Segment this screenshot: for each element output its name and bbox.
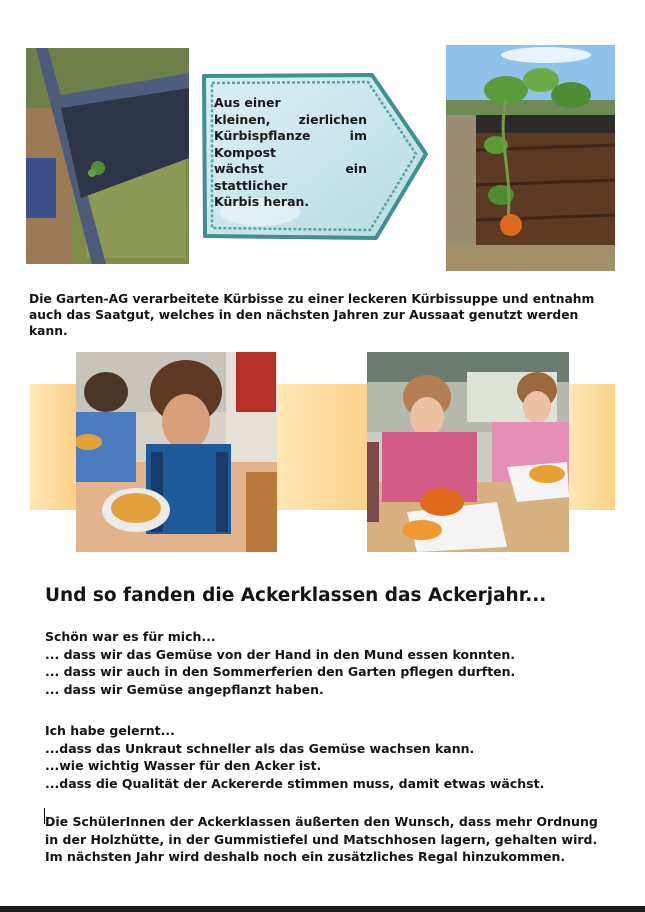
closing-line-2: in der Holzhütte, in der Gummistiefel und Matschhosen lagern, gehalten wird.	[45, 831, 598, 847]
section-nice-heading: Schön war es für mich...	[45, 629, 216, 644]
page-headline: Und so fanden die Ackerklassen das Ackerjahr...	[45, 585, 547, 606]
bottom-border	[0, 906, 645, 912]
intro-line-2: auch das Saatgut, welches in den nächsten Jahren zur Aussaat genutzt werden	[29, 308, 579, 322]
arrow-line-4: Kompost	[214, 144, 277, 160]
intro-line-1: Die Garten-AG verarbeitete Kürbisse zu einer leckeren Kürbissuppe und entnahm	[29, 292, 595, 306]
photo-grown-pumpkin	[446, 45, 615, 271]
orange-band-middle	[277, 384, 367, 510]
photo-boy-soup	[76, 352, 277, 552]
orange-band-left	[30, 384, 76, 510]
section-learned	[45, 722, 544, 792]
section-nice-item-2: ... dass wir auch in den Sommerferien den Garten pflegen durften.	[45, 664, 516, 679]
arrow-line-2: kleinen, zierlichen	[214, 111, 367, 127]
closing-line-3: Im nächsten Jahr wird deshalb noch ein zusätzliches Regal hinzukommen.	[45, 849, 566, 864]
section-learned-item-3: ...dass die Qualität der Ackererde stimmen muss, damit etwas wächst.	[45, 775, 545, 791]
section-nice-item-3: ... dass wir Gemüse angepflanzt haben.	[45, 681, 324, 697]
orange-band-right	[569, 384, 615, 510]
arrow-line-6: Kürbis heran.	[214, 194, 310, 209]
arrow-line-3: Kürbispflanze im	[214, 128, 367, 143]
closing-line-1: Die SchülerInnen der Ackerklassen äußerten den Wunsch, dass mehr Ordnung	[45, 814, 598, 829]
arrow-line-5: wächst ein stattlicher	[214, 161, 367, 193]
arrow-box-text	[214, 95, 367, 211]
intro-paragraph	[29, 291, 619, 339]
intro-line-3: kann.	[29, 324, 68, 338]
closing-paragraph	[45, 813, 598, 866]
photo-girls-pumpkin	[367, 352, 569, 552]
section-learned-heading: Ich habe gelernt...	[45, 723, 175, 738]
arrow-line-1: Aus einer	[214, 95, 281, 110]
section-nice	[45, 628, 515, 698]
section-learned-item-2: ...wie wichtig Wasser für den Acker ist.	[45, 758, 322, 773]
section-learned-item-1: ...dass das Unkraut schneller als das Gemüse wachsen kann.	[45, 740, 475, 756]
photo-pumpkin-seedling	[26, 48, 189, 264]
section-nice-item-1: ... dass wir das Gemüse von der Hand in den Mund essen konnten.	[45, 646, 515, 662]
